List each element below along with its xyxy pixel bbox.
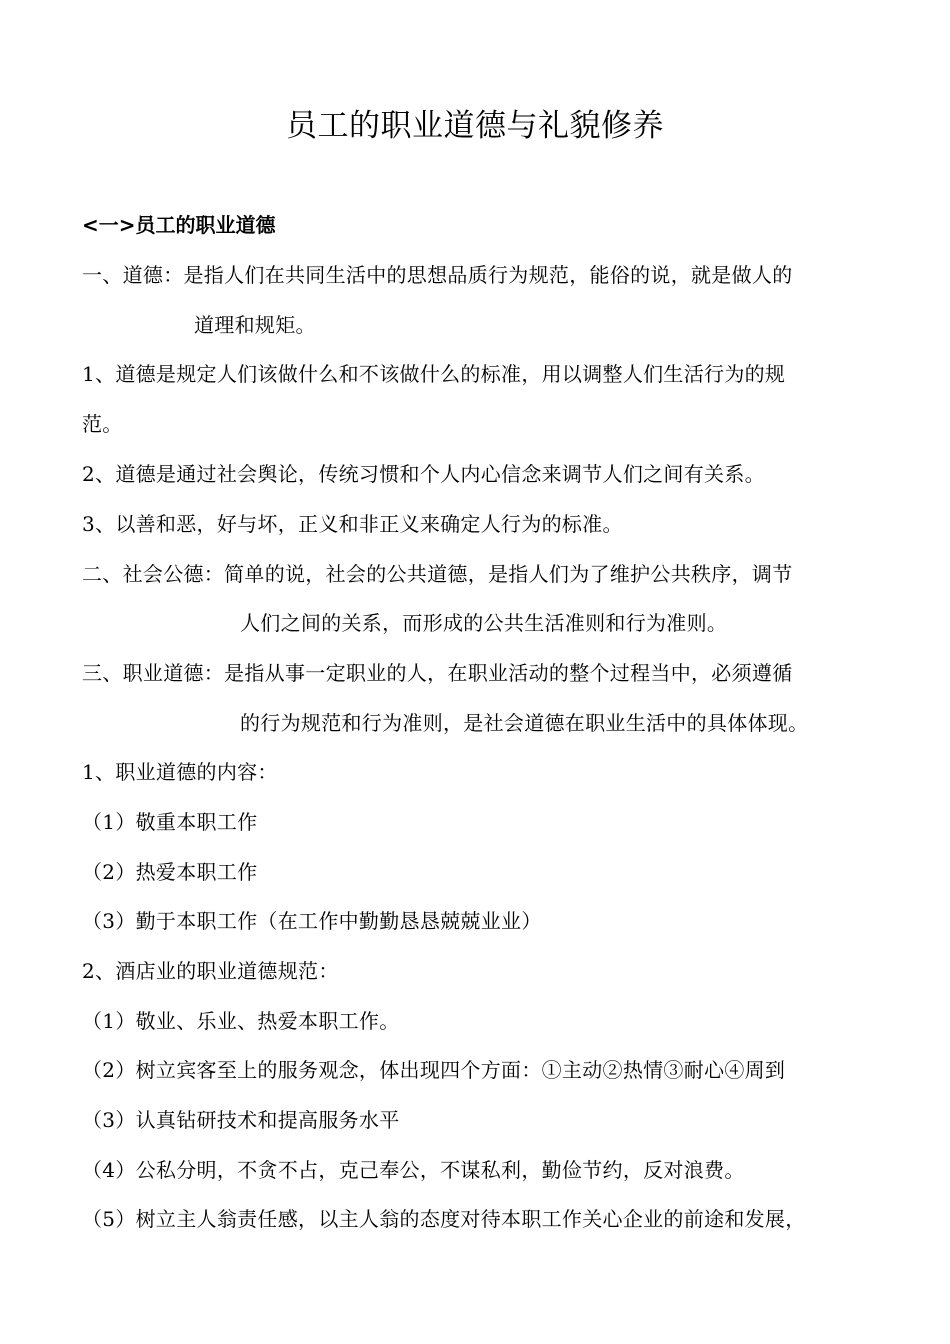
paragraph-line: 1、道德是规定人们该做什么和不该做什么的标准，用以调整人们生活行为的规 (82, 362, 786, 386)
paragraph-line: 1、职业道德的内容： (82, 760, 278, 784)
list-item: （3）认真钻研技术和提高服务水平 (82, 1108, 400, 1132)
paragraph-line: 的行为规范和行为准则，是社会道德在职业生活中的具体体现。 (240, 711, 809, 735)
list-item: （5）树立主人翁责任感，以主人翁的态度对待本职工作关心企业的前途和发展， (82, 1207, 806, 1231)
list-item: （2）树立宾客至上的服务观念，体出现四个方面：①主动②热情③耐心④周到 (82, 1058, 786, 1082)
paragraph-line: 人们之间的关系，而形成的公共生活准则和行为准则。 (240, 611, 728, 635)
paragraph-line: 二、社会公德：简单的说，社会的公共道德，是指人们为了维护公共秩序，调节 (82, 562, 793, 586)
paragraph-line: 3、以善和恶，好与坏，正义和非正义来确定人行为的标准。 (82, 512, 623, 536)
paragraph-line: 道理和规矩。 (194, 313, 316, 337)
paragraph-line: 2、酒店业的职业道德规范： (82, 959, 339, 983)
section-heading: <一>员工的职业道德 (82, 213, 276, 237)
list-item: （3）勤于本职工作（在工作中勤勤恳恳兢兢业业） (82, 909, 542, 933)
paragraph-line: 2、道德是通过社会舆论，传统习惯和个人内心信念来调节人们之间有关系。 (82, 462, 765, 486)
list-item: （1）敬业、乐业、热爱本职工作。 (82, 1009, 400, 1033)
paragraph-line: 一、道德：是指人们在共同生活中的思想品质行为规范，能俗的说，就是做人的 (82, 263, 793, 287)
paragraph-line: 三、职业道德：是指从事一定职业的人，在职业活动的整个过程当中，必须遵循 (82, 661, 793, 685)
list-item: （1）敬重本职工作 (82, 810, 258, 834)
paragraph-line: 范。 (82, 412, 123, 436)
document-title: 员工的职业道德与礼貌修养 (286, 108, 664, 144)
list-item: （2）热爱本职工作 (82, 860, 258, 884)
list-item: （4）公私分明，不贪不占，克己奉公，不谋私利，勤俭节约，反对浪费。 (82, 1158, 745, 1182)
